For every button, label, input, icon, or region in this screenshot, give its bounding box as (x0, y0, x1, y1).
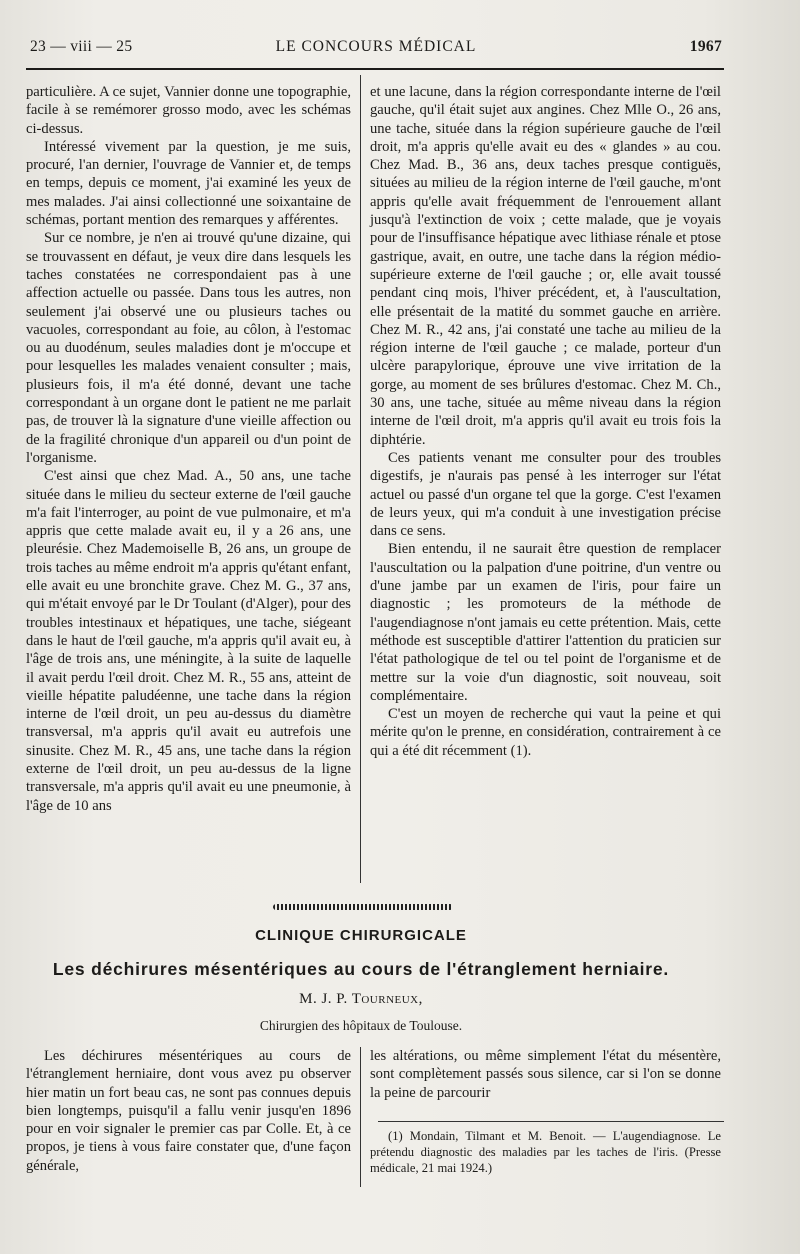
paragraph: Les déchirures mésentériques au cours de l'étranglement herniaire, dont vous avez pu observer hier matin un fort beau cas, ne sont pas connues depuis bien longtemps, puisqu'il a fallu venir jusqu'en 1896 pour en voir signaler le premier cas par Colle. Et, à ce propos, je tiens à vous faire constater que, d'une façon générale, (26, 1048, 351, 1174)
paragraph: Sur ce nombre, je n'en ai trouvé qu'une dizaine, qui se trouvassent en défaut, je veux dire dans lesquels les taches constatées ne correspondaient pas à une affection actuelle ou passée. Dans tous les autres, non seulement j'ai observé une ou plusieurs taches ou vacuoles, correspondant au foie, au côlon, à l'estomac ou au duodénum, seules maladies dont je m'occupe et pour lesquelles les malades venaient consulter ; mais, plusieurs fois, il m'a été donné, devant une tache correspondant à un organe dont le patient ne me parlait pas, de trouver là la signature d'une vieille affection ou de la fragilité chronique d'un appareil ou d'un point de l'organisme. (26, 230, 351, 466)
header-rule (26, 68, 724, 70)
section-heading: CLINIQUE CHIRURGICALE (255, 927, 467, 944)
paragraph: Ces patients venant me consulter pour des troubles digestifs, je n'aurais pas pensé à les interroger sur l'état actuel ou passé d'un organe tel que la gorge. C'est l'examen de leurs yeux, qui m'a conduit à une investigation précise dans ce sens. (370, 449, 721, 540)
paragraph: Bien entendu, il ne saurait être question de remplacer l'auscultation ou la palpation d'une poitrine, d'un ventre ou d'une jambe par un examen de l'iris, pour faire un diagnostic ; les promoteurs de la méthode de l'augendiagnose n'ont jamais eu cette prétention. Mais, cette méthode est susceptible d'attirer l'attention du praticien sur l'état pathologique de tel ou tel point de l'organisme et de mettre sur la voie d'un diagnostic, soit nouveau, soit complémentaire. (370, 541, 721, 704)
left-column (26, 83, 351, 815)
article-title: Les déchirures mésentériques au cours de l'étranglement herniaire. (52, 959, 670, 979)
journal-title: LE CONCOURS MÉDICAL (275, 38, 477, 55)
footnote-text: (1) Mondain, Tilmant et M. Benoit. — L'augendiagnose. Le prétendu diagnostic des maladies par les taches de l'iris. (Presse médicale, 21 mai 1924.) (370, 1129, 721, 1175)
right-column (370, 83, 721, 760)
article-right-column (370, 1047, 721, 1102)
affiliation: Chirurgien des hôpitaux de Toulouse. (259, 1018, 463, 1033)
paragraph: et une lacune, dans la région correspondante interne de l'œil gauche, qu'il était sujet aux angines. Chez Mlle O., 26 ans, une tache, située dans la région supérieure gauche de l'œil droit, m'a appris qu'elle avait eu des « glandes » au cou. Chez Mad. B., 36 ans, deux taches presque contiguës, situées au milieu de la région interne de l'œil gauche, m'ont appris qu'elle avait fréquemment de l'enrouement allant jusqu'à l'extinction de voix ; cette malade, que je voyais pour de l'insuffisance hépatique avec lithiase rénale et ptose gastrique, avait, en outre, une tache dans la région médio-supérieure externe de l'œil gauche ; or, elle avait toussé pendant cinq mois, l'hiver précédent, et, à l'auscultation, elle présentait de la matité du sommet gauche en arrière. Chez M. R., 42 ans, j'ai constaté une tache au milieu de la région interne de l'œil gauche ; ce malade, porteur d'un ulcère parapylorique, éprouve une vive irritation de la gorge, au moment de ses brûlures d'estomac. Chez M. Ch., 30 ans, une tache, située au même niveau dans la région interne de l'œil droit, m'a appris qu'il avait eu trois fois la diphtérie. (370, 84, 721, 448)
footnote (370, 1128, 721, 1176)
column-divider (360, 1047, 361, 1187)
paragraph: particulière. A ce sujet, Vannier donne une topographie, facile à se remémorer grosso modo, avec les schémas ci-dessus. (26, 84, 351, 137)
paragraph: C'est un moyen de recherche qui vaut la peine et qui mérite qu'on le prenne, en considération, contrairement à ce qui a été dit récemment (1). (370, 706, 721, 759)
footnote-rule (378, 1121, 724, 1122)
paragraph: les altérations, ou même simplement l'état du mésentère, sont complètement passés sous silence, car si l'on se donne la peine de parcourir (370, 1048, 721, 1101)
page-number: 1967 (689, 38, 722, 55)
running-header (30, 38, 722, 60)
paragraph: C'est ainsi que chez Mad. A., 50 ans, une tache située dans le milieu du secteur externe de l'œil gauche m'a fait l'interroger, au point de vue pulmonaire, et m'a appris que cette malade avait eu, il y a 26 ans, une pleurésie. Chez Mademoiselle B, 26 ans, un groupe de trois taches au même endroit m'a appris qu'étant enfant, elle avait eu une bronchite grave. Chez M. G., 37 ans, qui m'était envoyé par le Dr Toulant (d'Alger), pour des troubles intestinaux et hépatiques, une tache, siégeant dans le haut de l'œil gauche, m'a appris qu'il avait eu, à l'âge de trois ans, une méningite, à la suite de laquelle il avait perdu l'œil droit. Chez M. R., 55 ans, atteint de vieille hépatite paludéenne, une tache dans la région interne de l'œil droit, un peu au-dessus du diamètre transversal, m'a appris qu'il avait eu autrefois une sinusite. Chez M. R., 45 ans, une tache dans la région externe de l'œil droit, un peu au-dessus de la ligne transversale, m'a appris qu'il avait eu une pneumonie, à l'âge de 10 ans (26, 468, 351, 814)
paragraph: Intéressé vivement par la question, je me suis, procuré, l'an dernier, l'ouvrage de Vannier et, de temps en temps, depuis ce moment, j'ai examiné les yeux de mes malades. J'ai ainsi collectionné une soixantaine de schémas, portant mention des remarques y afférentes. (26, 138, 351, 229)
section-ornament (273, 904, 453, 910)
author: M. J. P. Tourneux, (299, 991, 423, 1007)
folio: 23 — viii — 25 (30, 38, 133, 55)
article-left-column (26, 1047, 351, 1175)
column-divider (360, 75, 361, 883)
